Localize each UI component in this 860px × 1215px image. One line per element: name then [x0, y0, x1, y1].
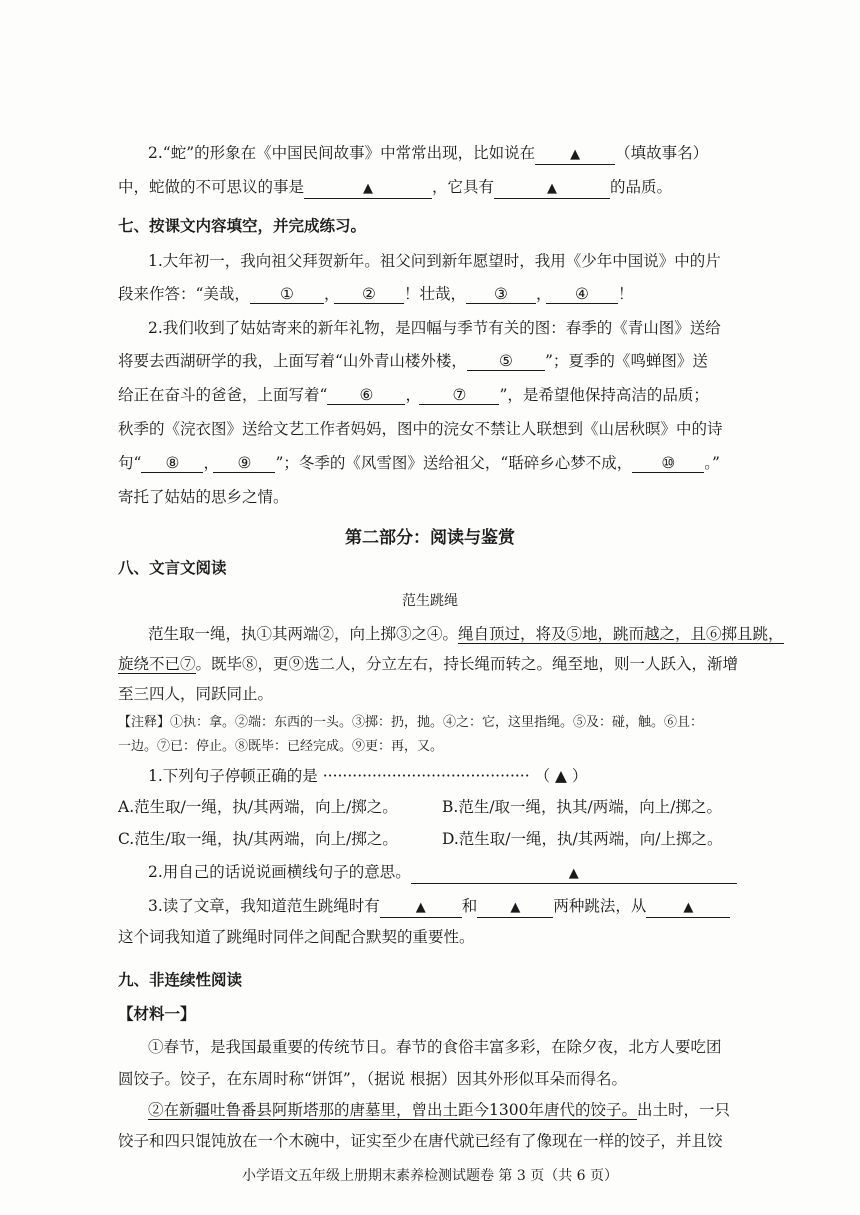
text: 3.读了文章，我知道范生跳绳时有 [148, 897, 380, 915]
underlined-sentence: 旋绕不已⑦ [118, 655, 196, 673]
essay-line2 [118, 654, 738, 674]
answer-marker: ▲ [683, 900, 694, 915]
text: ！壮哉， [403, 285, 466, 303]
text: 段来作答：“美哉， [118, 285, 250, 303]
text: 句“ [118, 454, 142, 472]
q6-2-text-b: （填故事名） [615, 144, 709, 162]
sec8-q3 [148, 896, 730, 918]
text: ”，是希望他保持高洁的品质； [499, 386, 709, 404]
blank-7[interactable]: ⑦ [419, 386, 499, 405]
section-8-title: 八、文言文阅读 [118, 559, 227, 577]
section-9-title: 九、非连续性阅读 [118, 971, 243, 989]
blank-jump-way-2[interactable] [477, 897, 553, 918]
page-footer: 小学语文五年级上册期末素养检测试题卷 第 3 页（共 6 页） [241, 1168, 619, 1184]
blank-9[interactable]: ⑨ [213, 454, 275, 473]
sec8-q3-line2: 这个词我知道了跳绳时同伴之间配合默契的重要性。 [118, 928, 475, 946]
text: 2.用自己的话说说画横线句子的意思。 [148, 863, 411, 881]
blank-story-name[interactable] [535, 144, 615, 165]
blank-5[interactable]: ⑤ [467, 352, 545, 371]
blank-jump-way-1[interactable] [380, 897, 462, 918]
sec7-q2-line3: 给正在奋斗的爸爸，上面写着“ ⑥ ， ⑦ ”，是希望他保持高洁的品质； [118, 386, 709, 404]
text: 给正在奋斗的爸爸，上面写着“ [118, 386, 328, 404]
blank-10[interactable]: ⑩ [632, 454, 704, 473]
sec8-q2 [148, 862, 737, 884]
sec8-q1: 1.下列句子停顿正确的是 ·········································· （ ▲ ） [148, 767, 588, 785]
sec7-q2-line6: 寄托了姑姑的思乡之情。 [118, 488, 289, 506]
sec7-q2-line5: 句“ ⑧ ， ⑨ ”；冬季的《风雪图》送给祖父，“聒碎乡心梦不成， ⑩ 。” [118, 454, 720, 472]
blank-2[interactable]: ② [334, 285, 404, 304]
sec7-q2-line4: 秋季的《浣衣图》送给文艺工作者妈妈，图中的浣女不禁让人联想到《山居秋暝》中的诗 [118, 420, 723, 438]
text: 将要去西湖研学的我，上面写着“山外青山楼外楼， [118, 352, 467, 370]
mat1-p1-line1: ①春节，是我国最重要的传统节日。春节的食俗丰富多彩，在除夕夜，北方人要吃团 [148, 1038, 722, 1056]
text: 。既毕⑧，更⑨选二人，分立左右，持长绳而转之。绳至地，则一人跃入，渐增 [195, 655, 739, 673]
q6-2-text-c: 中，蛇做的不可思议的事是 [118, 178, 305, 196]
blank-8[interactable]: ⑧ [141, 454, 203, 473]
text: 和 [461, 897, 478, 915]
text: 范生取一绳，执①其两端②，向上掷③之④。 [148, 625, 459, 643]
sec7-q1-line2: 段来作答：“美哉， ① ， ② ！壮哉， ③ ， ④ ！ [118, 285, 634, 303]
blank-snake-deed[interactable] [304, 178, 432, 199]
answer-marker: ▲ [510, 900, 521, 915]
option-b[interactable]: B.范生/取一绳，执其/两端，向上/掷之。 [442, 798, 722, 816]
annotation-line1: 【注释】①执：拿。②端：东西的一头。③掷：扔，抛。④之：它，这里指绳。⑤及：碰，触。⑥且： [118, 715, 704, 730]
blank-3[interactable]: ③ [466, 285, 536, 304]
q6-2-text-a: 2.“蛇”的形象在《中国民间故事》中常常出现，比如说在 [148, 144, 536, 162]
text: 。” [704, 454, 720, 472]
blank-key-word[interactable] [646, 897, 730, 918]
mat1-p1-line2: 圆饺子。饺子，在东周时称“饼饵”，（据说 根据）因其外形似耳朵而得名。 [118, 1070, 628, 1088]
blank-snake-quality[interactable] [494, 178, 610, 199]
part-2-title: 第二部分：阅读与鉴赏 [345, 528, 515, 548]
option-a[interactable]: A.范生取/一绳，执/其两端，向上/掷之。 [118, 798, 398, 816]
essay-line1 [148, 624, 784, 644]
text: ！ [617, 285, 634, 303]
q6-2-line2 [118, 177, 672, 199]
blank-4[interactable]: ④ [546, 285, 618, 304]
text: 两种跳法，从 [553, 897, 647, 915]
essay-title: 范生跳绳 [402, 593, 458, 609]
text: ”；夏季的《鸣蝉图》送 [544, 352, 708, 370]
q6-2-text-d: ，它具有 [432, 178, 495, 196]
underlined-sentence: ②在新疆吐鲁番县阿斯塔那的唐墓里，曾出土距今1300年唐代的饺子。 [148, 1101, 637, 1119]
annotation-line2: 一边。⑦已：停止。⑧既毕：已经完成。⑨更：再，又。 [118, 739, 444, 754]
sec7-q2-line2 [118, 351, 708, 371]
essay-line3: 至三四人，同跃同止。 [118, 685, 274, 703]
underlined-sentence: 绳自顶过，将及⑤地，跳而越之，且⑥掷且跳， [458, 625, 784, 643]
answer-marker: ▲ [547, 181, 558, 196]
blank-1[interactable]: ① [250, 285, 324, 304]
section-7-title: 七、按课文内容填空，并完成练习。 [118, 217, 367, 235]
answer-marker: ▲ [415, 900, 426, 915]
sec7-q1-line1: 1.大年初一，我向祖父拜贺新年。祖父问到新年愿望时，我用《少年中国说》中的片 [148, 252, 721, 270]
mat1-p2-line2: 饺子和四只馄饨放在一个木碗中，证实至少在唐代就已经有了像现在一样的饺子，并且饺 [118, 1132, 723, 1150]
text: ”；冬季的《风雪图》送给祖父，“聒碎乡心梦不成， [275, 454, 633, 472]
answer-marker: ▲ [570, 147, 581, 162]
q6-2-line1 [148, 143, 708, 165]
text: 出土时，一只 [636, 1101, 730, 1119]
option-c[interactable]: C.范生/取一绳，执/其两端，向上/掷之。 [118, 830, 398, 848]
answer-marker: ▲ [363, 181, 374, 196]
option-d[interactable]: D.范生取/一绳，执/其两端，向/上掷之。 [442, 830, 723, 848]
blank-q2-answer[interactable] [411, 863, 737, 884]
q6-2-text-e: 的品质。 [610, 178, 673, 196]
blank-6[interactable]: ⑥ [327, 386, 405, 405]
mat1-p2-line1 [148, 1100, 730, 1120]
sec7-q2-line1: 2.我们收到了姑姑寄来的新年礼物，是四幅与季节有关的图：春季的《青山图》送给 [148, 319, 721, 337]
answer-marker: ▲ [568, 866, 579, 881]
material-1-label: 【材料一】 [118, 1005, 196, 1023]
